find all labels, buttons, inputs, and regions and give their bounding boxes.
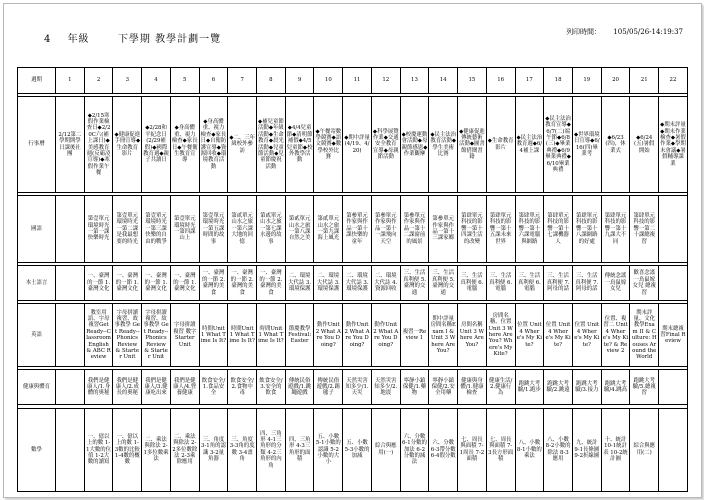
table-cell: ◆民主法治教育週◆6/4補上課: [515, 97, 544, 193]
week-number: 21: [630, 68, 659, 94]
grade-label: 年級: [67, 34, 90, 45]
week-number: 4: [142, 68, 171, 94]
table-cell: 二、環境大代誌 3.環境保護: [285, 265, 314, 300]
table-cell: 第肆單元科技的影響一第十九課大不同: [601, 196, 630, 263]
table-cell: 綜合與應用(一): [371, 408, 400, 491]
table-cell: 第肆單元科技的影響一第二十課總複習: [630, 196, 659, 263]
table-cell: 七、周長與面積 7-3長方形面積: [486, 408, 515, 491]
table-cell: 我們是健康人/4.營養健康: [170, 370, 199, 405]
table-cell: 一、臺灣的一節 1.臺灣文化: [84, 265, 113, 300]
table-cell: ◆二、三年級校外參訪: [228, 97, 257, 193]
table-cell: 期中評量 房間名稱Exam I & Unit 3 Where Are You?: [429, 304, 458, 367]
table-cell: [659, 196, 688, 263]
table-cell: 動作Unit 2 What Are You Doing?: [343, 304, 372, 367]
table-cell: 第壹單元環境時光一第二課是我最想要的時光: [113, 196, 142, 263]
week-number: 16: [486, 68, 515, 94]
table-cell: 三、生活真利便 7.阿母的話: [544, 265, 573, 300]
table-cell: 第貳單元山水之旅一第六課大地的回憶: [228, 196, 257, 263]
table-cell: 節慶教學 Festival: Easter: [285, 304, 314, 367]
table-cell: ◆6/24(五)暑假開始: [630, 97, 659, 193]
table-cell: 飲食安全/1.食品安全: [199, 370, 228, 405]
table-cell: ◆2/15寒假作業檢查日◆2/20C六(補上課日)◆美感教育週(反霸凌宣導)◆寒假作業午餐: [84, 97, 113, 193]
table-cell: 十、統計 10-1統計表 10-2統計圖: [601, 408, 630, 491]
table-cell: ◆健康促進手冊宣導◆生命教育影片: [113, 97, 142, 193]
table-cell: 跑跳大考驗/3.接力: [572, 370, 601, 405]
table-cell: 飲食安全/3.安全的飲食: [257, 370, 286, 405]
table-cell: 位置 Unit 4 Where's My Kite?: [544, 304, 573, 367]
table-cell: 天然災害知多少/2.地震: [371, 370, 400, 405]
table-cell: 期末總複習Final Review: [659, 304, 688, 367]
table-cell: ◆2/28和平紀念日(2/29補假)◆國際教育週◆親子共讀日: [142, 97, 171, 193]
table-cell: [659, 265, 688, 300]
table-cell: 傳統民俗遊戲/1.跳繩遊戲: [285, 370, 314, 405]
week-number: 9: [285, 68, 314, 94]
table-cell: [659, 408, 688, 491]
table-cell: [56, 304, 85, 367]
grade-number: 4: [44, 34, 52, 45]
table-row: [18, 196, 688, 263]
table-cell: 六、分數 6-1分數的加法 6-2分數的減法: [400, 408, 429, 491]
table-cell: 動作Unit 2 What Are You Doing?: [371, 304, 400, 367]
table-cell: 跑跳大考驗/2.跳遠: [544, 370, 573, 405]
table-cell: ◆期末評量◆期末作業檢查◆暑假作業◆學期末會議◆暑假輔導課業: [659, 97, 688, 193]
week-number: 11: [343, 68, 372, 94]
table-cell: 三、角度 3-1角的認識 3-2量角器: [199, 408, 228, 491]
table-cell: [56, 408, 85, 491]
week-number: 18: [544, 68, 573, 94]
table-cell: 複習一Review 1: [400, 304, 429, 367]
table-cell: 二、環境大代誌 3.環境保護: [314, 265, 343, 300]
table-cell: 字母拼讀複習、故事教學 Get Ready--Phonics Review & Starter Unit: [142, 304, 171, 367]
table-cell: 一、臺灣的一節 1.臺灣文化: [113, 265, 142, 300]
table-cell: 四、三角形 4-3三角形的面積: [285, 408, 314, 491]
semester-label: 下學期: [117, 34, 151, 45]
table-cell: 字母拼讀複習 數字 Starter Unit: [170, 304, 199, 367]
table-cell: ◆身高體重、視力檢查◆家長日◆午餐衛生教育宣導: [170, 97, 199, 193]
table-cell: 歡喜念謠一鳥鼠嫁女兒 總複習: [630, 265, 659, 300]
table-cell: 一、億以上的數 1-3數的比較 1-4數的概數: [113, 408, 142, 491]
week-number: 15: [458, 68, 487, 94]
table-cell: 位置 Unit 4 Where's My Kite?: [572, 304, 601, 367]
table-cell: 一、臺灣的一節 2.臺灣的美食: [257, 265, 286, 300]
table-cell: 動作Unit 2 What Are You Doing?: [314, 304, 343, 367]
week-number: 2: [84, 68, 113, 94]
week-number: 8: [257, 68, 286, 94]
table-cell: 第壹單元環境時光一第四課山上: [170, 196, 199, 263]
week-number: 17: [515, 68, 544, 94]
table-cell: 三、生活真利便 7.阿母的話: [572, 265, 601, 300]
print-time: [566, 27, 683, 37]
table-cell: 第壹單元環境時光一第五課時間的故事: [199, 196, 228, 263]
table-cell: 一、億以上的數 1-1大數的位值 1-2大數的讀寫: [84, 408, 113, 491]
table-cell: 八、小數 8-1小數的乘法: [515, 408, 544, 491]
table-cell: ◆午餐寄數學競賽◆語文競賽◆數學校外比賽: [314, 97, 343, 193]
table-cell: 第壹單元環境時光一第三課快樂的自由的戰爭: [142, 196, 171, 263]
table-cell: 二、乘法與除法 2-1多位數乘法: [142, 408, 171, 491]
table-cell: 第貳單元山水之旅一第八課自然之美: [285, 196, 314, 263]
week-number: 14: [429, 68, 458, 94]
table-cell: ◆身高體重、視力檢查◆家長日◆自衛防護宣導◆資源回收◆環境教育活動: [199, 97, 228, 193]
table-cell: 第肆單元科技的影響一第十六課電腦與網路: [515, 196, 544, 263]
week-number: 10: [314, 68, 343, 94]
table-cell: 期末評量、文化教學Exam II & Culture: Houses Around the World: [630, 304, 659, 367]
table-cell: 寧靜小鎮保健/2.安全用藥: [429, 370, 458, 405]
table-cell: 一、臺灣的一節 2.臺灣的美食: [228, 265, 257, 300]
table-cell: 第貳單元山水之旅一第七課水邊的故事: [257, 196, 286, 263]
table-cell: 二、環境大代誌 4.資源回收: [371, 265, 400, 300]
table-cell: 一、臺灣的一節 1.臺灣文化: [142, 265, 171, 300]
table-cell: [56, 265, 85, 300]
table-cell: 第貳單元山水之旅一第九課海上風光: [314, 196, 343, 263]
table-cell: ◆健康促進傳統藝術活動◆圖書館借閱書籍: [458, 97, 487, 193]
table-cell: 第肆單元科技的影響一第十八課網路的好處: [572, 196, 601, 263]
table-cell: 第參單元作家與作品一第十課快樂的童年: [343, 196, 372, 263]
table-cell: 2/12第二學期開學日課後社團: [56, 97, 85, 193]
table-cell: [56, 370, 85, 405]
table-cell: ◆期中評量(4/19、4/20): [343, 97, 372, 193]
table-row: [18, 97, 688, 193]
table-cell: 三、生活真利便 5.臺灣的交通: [429, 265, 458, 300]
table-cell: 教室用語、字母複習Get Ready--Classroom English & ABC Review: [84, 304, 113, 367]
table-cell: 九、統計 9-1長條圖 9-2折線圖: [572, 408, 601, 491]
table-cell: ◆科學展覽作業◆交通安全教育宣導◆母親節活動: [371, 97, 400, 193]
table-cell: ◆世界環境日宣導◆6/16(四)畢業考: [572, 97, 601, 193]
table-cell: ◆生命教育影片: [486, 97, 515, 193]
week-header-row: [18, 68, 688, 94]
table-cell: 我們是健康人/3.健康吃出來: [142, 370, 171, 405]
table-cell: 二、環境大代誌 3.環境保護: [343, 265, 372, 300]
table-row: [18, 370, 688, 405]
table-cell: 跑跳大考驗/1.跑步: [515, 370, 544, 405]
table-cell: 房間名稱、位置 Unit 3 Where Are You? Where's My Kite?: [486, 304, 515, 367]
table-cell: 天然災害知多少/1.天災: [343, 370, 372, 405]
table-cell: 三、生活真利便 6.電腦: [515, 265, 544, 300]
table-cell: 第壹單元環境時光一第一課快樂時光: [84, 196, 113, 263]
table-cell: 六、分數 6-3帶分數 6-4假分數: [429, 408, 458, 491]
table-body: [18, 94, 688, 492]
subject-label: 國語: [18, 196, 56, 263]
table-cell: 第肆單元科技的影響一第十七課機器人: [544, 196, 573, 263]
week-number: 12: [371, 68, 400, 94]
table-cell: 三、角度 3-3角的度數 3-4畫角: [228, 408, 257, 491]
table-cell: 一、臺灣的一節 2.臺灣的美食: [199, 265, 228, 300]
table-cell: ◆民主法治教育活動◆學生美術比賽: [429, 97, 458, 193]
week-number: 20: [601, 68, 630, 94]
table-cell: ◆6/23(四)，休業式: [601, 97, 630, 193]
table-cell: 一、臺灣的一節 1.臺灣文化: [170, 265, 199, 300]
table-cell: 綜合與應用(二): [630, 408, 659, 491]
subject-label: 本土語言: [18, 265, 56, 300]
table-cell: 字母拼讀複習、故事教學 Get Ready--Phonics Review & Starter Unit: [113, 304, 142, 367]
table-cell: 三、生活真利便 6.電腦: [458, 265, 487, 300]
week-number: 13: [400, 68, 429, 94]
week-number: 3: [113, 68, 142, 94]
table-cell: 二、乘法與除法 2-2多位數除法 2-3乘除應用: [170, 408, 199, 491]
document-header: [8, 8, 697, 64]
table-cell: 時間Unit 1 What Time Is It?: [199, 304, 228, 367]
table-cell: 我們是健康人/1.身體的奧秘: [84, 370, 113, 405]
table-cell: 第肆單元科技的影響一第十四課生活的改變: [458, 196, 487, 263]
week-number: 7: [228, 68, 257, 94]
table-cell: 健康與身體/1.健康檢查: [458, 370, 487, 405]
table-row: [18, 304, 688, 367]
subject-label: 英語: [18, 304, 56, 367]
table-cell: 時間Unit 1 What Time Is It?: [257, 304, 286, 367]
week-number: 1: [56, 68, 85, 94]
table-cell: [659, 370, 688, 405]
table-cell: 第參單元作家與作品一第十三課家鄉: [429, 196, 458, 263]
table-cell: 健康生活/2.健康行為: [486, 370, 515, 405]
print-time-value: 105/05/26-14:19:37: [613, 28, 683, 36]
subject-label: 健康與體育: [18, 370, 56, 405]
table-cell: 飲食安全/2.食物中毒: [228, 370, 257, 405]
table-cell: 四、三角形 4-1三角形的分類 4-2三角形的內角: [257, 408, 286, 491]
table-cell: 位置、複習二 Unit 4 Where's My Kite? & Review 2: [601, 304, 630, 367]
table-cell: ◆補兒童節活動◆年級活動◆生命教育◆晨光活動◆兒童節活動◆兒童節慶祝活動: [257, 97, 286, 193]
table-cell: 第參單元作家與作品一第十一課飛向天空: [371, 196, 400, 263]
table-cell: 五、小數 5-3小數的加減: [343, 408, 372, 491]
table-cell: 五、小數 5-1小數的認識 5-2小數的大小: [314, 408, 343, 491]
table-cell: 八、小數 8-2小數的除法 8-3應用: [544, 408, 573, 491]
page-title: [44, 30, 221, 45]
week-number: 19: [572, 68, 601, 94]
table-cell: 跑跳大考驗/4.跳高: [601, 370, 630, 405]
table-cell: 第參單元作家與作品一第十二課窗前的風景: [400, 196, 429, 263]
table-cell: 房間名稱 Unit 3 Where Are You?: [458, 304, 487, 367]
table-row: [18, 408, 688, 491]
table-cell: 三、生活真利便 6.電腦: [486, 265, 515, 300]
table-cell: 傳統民俗遊戲/2.踢毽子: [314, 370, 343, 405]
table-cell: ◆4/4兒童節◆清明節補假◆4/5兒童節◆校外教學活動: [285, 97, 314, 193]
table-cell: ◆校慶運動會活動◆母親節感恩◆作業觀摩: [400, 97, 429, 193]
table-cell: 第肆單元科技的影響一第十五課未來世界: [486, 196, 515, 263]
subject-label: 行事曆: [18, 97, 56, 193]
table-cell: 傳統念謠一鳥鼠嫁女兒: [601, 265, 630, 300]
table-cell: ◆民主法治教育宣導◆6/7(二)端午節◆6/8(三)◆畢業典禮◆6/9畢業典禮◆6/10畢業典禮: [544, 97, 573, 193]
week-number: 6: [199, 68, 228, 94]
subject-label: 數學: [18, 408, 56, 491]
week-number: 22: [659, 68, 688, 94]
print-time-label: 列印時間：: [566, 28, 602, 36]
table-cell: 寧靜小鎮保健/1.藥物: [400, 370, 429, 405]
table-cell: [56, 196, 85, 263]
table-cell: 七、周長與面積 7-1周長 7-2面積: [458, 408, 487, 491]
table-cell: 時間Unit 1 What Time Is It?: [228, 304, 257, 367]
table-row: [18, 265, 688, 300]
table-cell: 跑跳大考驗/5.總複習: [630, 370, 659, 405]
title-text: 教學計劃一覽: [155, 34, 222, 45]
week-number: 5: [170, 68, 199, 94]
table-cell: 位置 Unit 4 Where's My Kite?: [515, 304, 544, 367]
table-cell: 三、生活真利便 5.臺灣的交通: [400, 265, 429, 300]
teaching-plan-table: [17, 67, 688, 492]
table-cell: 我們是健康人/2.成長的奧秘: [113, 370, 142, 405]
week-header-label: 週期: [18, 68, 56, 94]
